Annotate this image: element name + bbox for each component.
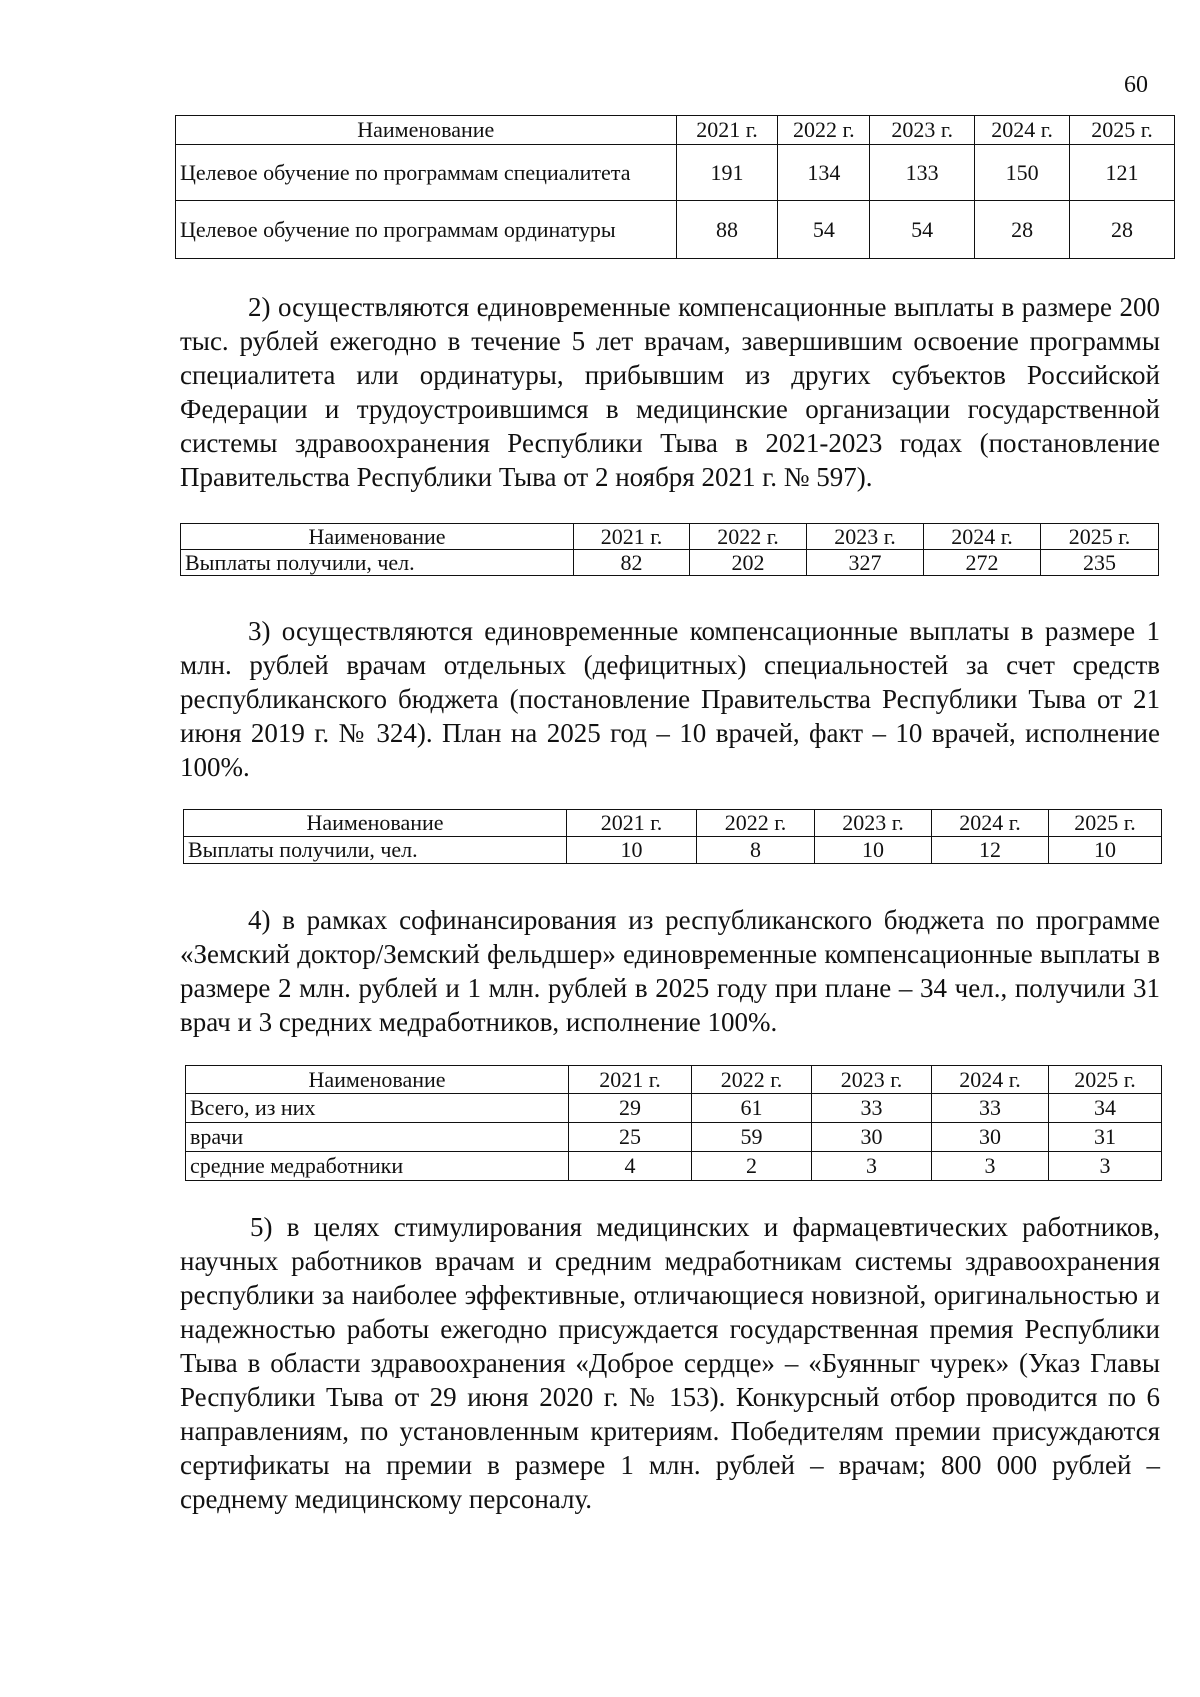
paragraph-2: 2) осуществляются единовременные компенсационные выплаты в размере 200 тыс. рублей ежегодно в течение 5 лет врачам, завершившим освоение программы специалитета или ординатуры, прибывшим из других субъектов Российской Федерации и трудоустроившимся в медицинские организации государственной системы здравоохранения Республики Тыва в 2021-2023 годах (постановление Правительства Республики Тыва от 2 ноября 2021 г. № 597).: [180, 292, 1160, 492]
table-row: [186, 1094, 1162, 1123]
header-cell: 2025 г.: [1049, 810, 1162, 837]
table-cell: 235: [1041, 550, 1159, 576]
table-cell: 121: [1069, 145, 1174, 201]
row-label: Выплаты получили, чел.: [184, 837, 567, 864]
table-cell: 191: [676, 145, 778, 201]
table-cell: 12: [932, 837, 1049, 864]
header-cell: 2024 г.: [932, 1066, 1049, 1094]
table-cell: 150: [975, 145, 1070, 201]
table-cell: 30: [932, 1123, 1049, 1152]
header-cell: 2021 г.: [574, 524, 690, 550]
header-cell: 2021 г.: [676, 116, 778, 145]
table-cell: 28: [1069, 201, 1174, 259]
compensation-200k-table: [180, 523, 1159, 576]
header-cell: 2023 г.: [870, 116, 975, 145]
header-cell: Наименование: [184, 810, 567, 837]
paragraph-4: 4) в рамках софинансирования из республиканского бюджета по программе «Земский доктор/Земский фельдшер» единовременные компенсационные выплаты в размере 2 млн. рублей и 1 млн. рублей в 2025 году при плане – 34 чел., получили 31 врач и 3 средних медработников, исполнение 100%.: [180, 905, 1160, 1037]
target-training-table: [175, 115, 1175, 259]
table-cell: 54: [870, 201, 975, 259]
table-cell: 29: [569, 1094, 692, 1123]
header-cell: 2022 г.: [778, 116, 870, 145]
header-cell: 2025 г.: [1069, 116, 1174, 145]
table-row: [181, 550, 1159, 576]
table-cell: 33: [932, 1094, 1049, 1123]
table-cell: 3: [812, 1152, 932, 1181]
zemsky-doctor-table: [185, 1065, 1162, 1181]
table-cell: 2: [692, 1152, 812, 1181]
table-cell: 327: [807, 550, 924, 576]
table-cell: 31: [1049, 1123, 1162, 1152]
paragraph-5: 5) в целях стимулирования медицинских и фармацевтических работников, научных работников врачам и средним медработникам системы здравоохранения республики за наиболее эффективные, отличающиеся новизной, оригинальностью и надежностью работы ежегодно присуждается государственная премия Республики Тыва в области здравоохранения «Доброе сердце» – «Буянныг чурек» (Указ Главы Республики Тыва от 29 июня 2020 г. № 153). Конкурсный отбор проводится по 6 направлениям, по установленным критериям. Победителям премии присуждаются сертификаты на премии в размере 1 млн. рублей – врачам; 800 000 рублей – среднему медицинскому персоналу.: [180, 1212, 1160, 1514]
header-cell: 2023 г.: [807, 524, 924, 550]
table-cell: 134: [778, 145, 870, 201]
header-cell: 2022 г.: [692, 1066, 812, 1094]
table-cell: 59: [692, 1123, 812, 1152]
table-cell: 10: [815, 837, 932, 864]
table-cell: 34: [1049, 1094, 1162, 1123]
paragraph-3: 3) осуществляются единовременные компенсационные выплаты в размере 1 млн. рублей врачам отдельных (дефицитных) специальностей за счет средств республиканского бюджета (постановление Правительства Республики Тыва от 21 июня 2019 г. № 324). План на 2025 год – 10 врачей, факт – 10 врачей, исполнение 100%.: [180, 616, 1160, 782]
table-row: [186, 1123, 1162, 1152]
table-row: [176, 201, 1175, 259]
table-header-row: [176, 116, 1175, 145]
row-label: Целевое обучение по программам ординатуры: [176, 201, 677, 259]
header-cell: Наименование: [186, 1066, 569, 1094]
table-cell: 133: [870, 145, 975, 201]
row-label: Всего, из них: [186, 1094, 569, 1123]
header-cell: 2022 г.: [690, 524, 807, 550]
row-label: Целевое обучение по программам специалитета: [176, 145, 677, 201]
table-row: [184, 837, 1162, 864]
header-cell: 2024 г.: [924, 524, 1041, 550]
table-cell: 8: [697, 837, 815, 864]
header-cell: 2024 г.: [975, 116, 1070, 145]
table-cell: 28: [975, 201, 1070, 259]
header-cell: 2022 г.: [697, 810, 815, 837]
compensation-1m-table: [183, 809, 1162, 864]
table-header-row: [186, 1066, 1162, 1094]
header-cell: 2023 г.: [815, 810, 932, 837]
page-number: 60: [1124, 72, 1148, 98]
table-cell: 3: [1049, 1152, 1162, 1181]
header-cell: Наименование: [176, 116, 677, 145]
table-cell: 10: [1049, 837, 1162, 864]
table-cell: 272: [924, 550, 1041, 576]
table-cell: 82: [574, 550, 690, 576]
header-cell: 2024 г.: [932, 810, 1049, 837]
table-header-row: [184, 810, 1162, 837]
table-cell: 88: [676, 201, 778, 259]
header-cell: 2021 г.: [567, 810, 697, 837]
row-label: средние медработники: [186, 1152, 569, 1181]
header-cell: 2025 г.: [1041, 524, 1159, 550]
row-label: Выплаты получили, чел.: [181, 550, 574, 576]
header-cell: 2023 г.: [812, 1066, 932, 1094]
header-cell: Наименование: [181, 524, 574, 550]
table-header-row: [181, 524, 1159, 550]
table-row: [186, 1152, 1162, 1181]
table-cell: 3: [932, 1152, 1049, 1181]
table-cell: 10: [567, 837, 697, 864]
table-cell: 202: [690, 550, 807, 576]
row-label: врачи: [186, 1123, 569, 1152]
table-cell: 25: [569, 1123, 692, 1152]
table-cell: 33: [812, 1094, 932, 1123]
header-cell: 2025 г.: [1049, 1066, 1162, 1094]
table-row: [176, 145, 1175, 201]
table-cell: 54: [778, 201, 870, 259]
header-cell: 2021 г.: [569, 1066, 692, 1094]
table-cell: 30: [812, 1123, 932, 1152]
table-cell: 4: [569, 1152, 692, 1181]
table-cell: 61: [692, 1094, 812, 1123]
